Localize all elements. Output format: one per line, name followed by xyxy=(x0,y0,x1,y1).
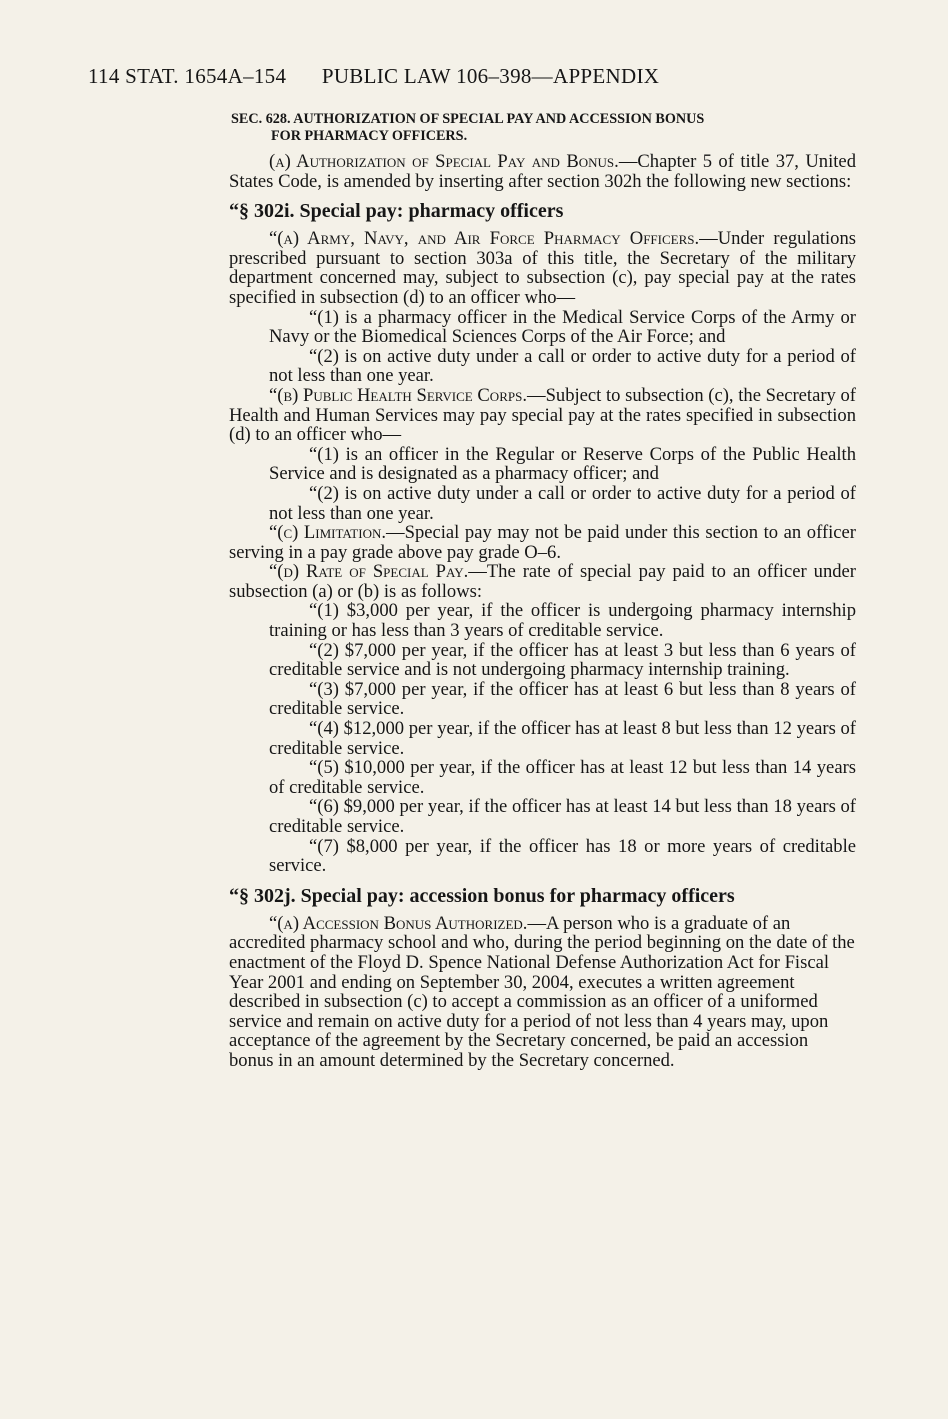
rate-item-5: “(5) $10,000 per year, if the officer has at least 12 but less than 14 years of creditable service. xyxy=(269,757,856,798)
subsection-c-label: “(c) Limitation. xyxy=(269,522,387,544)
section-302i-heading: “§ 302i. Special pay: pharmacy officers xyxy=(229,200,564,223)
subsection-a-label: “(a) Army, Navy, and Air Force Pharmacy Officers. xyxy=(269,228,700,250)
accession-subsection-a-text: —A person who is a graduate of an accredited pharmacy school and who, during the period beginning on the date of the enactment of the Floyd D. Spence National Defense Authorization Act for Fiscal Year 2001 and ending on September 30, 2004, executes a written agreement described in subsection (c) to accept a commission as an officer of a uniformed service and remain on active duty for a period of not less than 4 years may, upon acceptance of the agreement by the Secretary concerned, be paid an accession bonus in an amount determined by the Secretary concerned. xyxy=(229,912,855,1071)
subsection-a-text: —Under regulations prescribed pursuant to section 303a of this title, the Secretary of the military department concerned may, subject to subsection (c), pay special pay at the rates specified in subsection (d) to an officer who— xyxy=(229,228,856,308)
section-title-line2: FOR PHARMACY OFFICERS. xyxy=(271,128,468,144)
subsection-b-label: “(b) Public Health Service Corps. xyxy=(269,384,527,406)
subsection-d-text: —The rate of special pay paid to an officer under subsection (a) or (b) is as follows: xyxy=(229,561,856,602)
subsection-a-2: “(2) is on active duty under a call or order to active duty for a period of not less than one year. xyxy=(269,345,856,387)
accession-subsection-a xyxy=(229,914,856,1071)
subsection-b-text: —Subject to subsection (c), the Secretary of Health and Human Services may pay special pay at the rates specified in subsection (d) to an officer who— xyxy=(229,384,856,446)
section-title xyxy=(229,111,856,145)
section-title-line1: SEC. 628. AUTHORIZATION OF SPECIAL PAY AND ACCESSION BONUS xyxy=(231,111,705,127)
subsection-d-label: “(d) Rate of Special Pay. xyxy=(269,561,469,583)
subsection-d xyxy=(229,562,856,601)
rate-item-3: “(3) $7,000 per year, if the officer has at least 6 but less than 8 years of creditable service. xyxy=(269,678,856,720)
statute-citation: 114 STAT. 1654A–154 xyxy=(88,64,287,88)
subsection-b-1: “(1) is an officer in the Regular or Reserve Corps of the Public Health Service and is designated as a pharmacy officer; and xyxy=(269,443,856,485)
subsection-c-text: —Special pay may not be paid under this section to an officer serving in a pay grade above pay grade O–6. xyxy=(229,522,856,563)
rate-item-7: “(7) $8,000 per year, if the officer has 18 or more years of creditable service. xyxy=(269,835,856,877)
rate-item-4: “(4) $12,000 per year, if the officer has at least 8 but less than 12 years of creditable service. xyxy=(269,718,856,759)
section-302j-heading: “§ 302j. Special pay: accession bonus for pharmacy officers xyxy=(229,884,735,907)
subsection-c xyxy=(229,523,856,562)
subsection-a xyxy=(229,229,856,307)
rate-item-1: “(1) $3,000 per year, if the officer is undergoing pharmacy internship training or has less than 3 years of creditable service. xyxy=(269,600,856,642)
rate-item-2: “(2) $7,000 per year, if the officer has at least 3 but less than 6 years of creditable service and is not undergoing pharmacy internship training. xyxy=(269,639,856,681)
rate-item-6: “(6) $9,000 per year, if the officer has at least 14 but less than 18 years of creditable service. xyxy=(269,796,856,837)
accession-subsection-a-label: “(a) Accession Bonus Authorized. xyxy=(269,912,528,934)
amendment-paragraph xyxy=(229,152,856,191)
page-header xyxy=(88,64,868,89)
subsection-a-1: “(1) is a pharmacy officer in the Medical Service Corps of the Army or Navy or the Biomedical Sciences Corps of the Air Force; and xyxy=(269,306,856,348)
public-law-label: PUBLIC LAW 106–398—APPENDIX xyxy=(321,64,660,88)
subsection-b xyxy=(229,386,856,445)
document-body xyxy=(229,111,856,1071)
subsection-b-2: “(2) is on active duty under a call or order to active duty for a period of not less than one year. xyxy=(269,482,856,524)
amendment-text: —Chapter 5 of title 37, United States Code, is amended by inserting after section 302h the following new sections: xyxy=(229,151,856,192)
amendment-label: (a) Authorization of Special Pay and Bonus. xyxy=(269,151,619,172)
